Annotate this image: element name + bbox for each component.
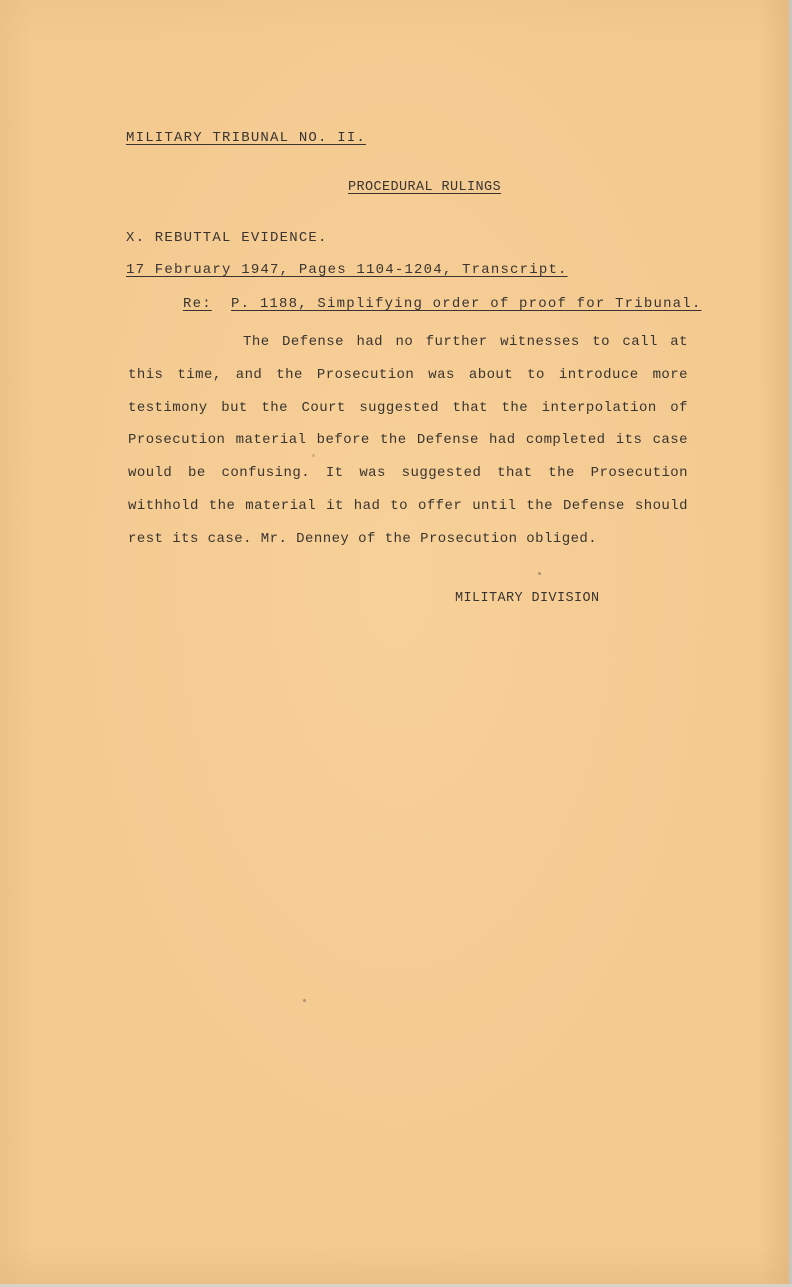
re-line [183,296,701,312]
re-text: P. 1188, Simplifying order of proof for Tribunal. [231,296,702,312]
tribunal-heading: MILITARY TRIBUNAL NO. II. [126,130,367,146]
signature-block: MILITARY DIVISION [455,591,600,606]
paper-speck [312,454,315,457]
re-label: Re: [183,296,212,312]
paper-speck [303,999,306,1002]
body-paragraph: The Defense had no further witnesses to call at this time, and the Prosecution was about to introduce more testimony but the Court suggested that the interpolation of Prosecution material before the Defense had completed its case would be confusing. It was suggested that the Prosecution withhold the material it had to offer until the Defense should rest its case. Mr. Denney of the Prosecution obliged. [128,334,688,547]
paper-speck [538,572,541,575]
document-subject: PROCEDURAL RULINGS [348,180,502,195]
date-pages-reference: 17 February 1947, Pages 1104-1204, Transcript. [126,262,568,278]
section-heading: X. REBUTTAL EVIDENCE. [126,230,328,246]
